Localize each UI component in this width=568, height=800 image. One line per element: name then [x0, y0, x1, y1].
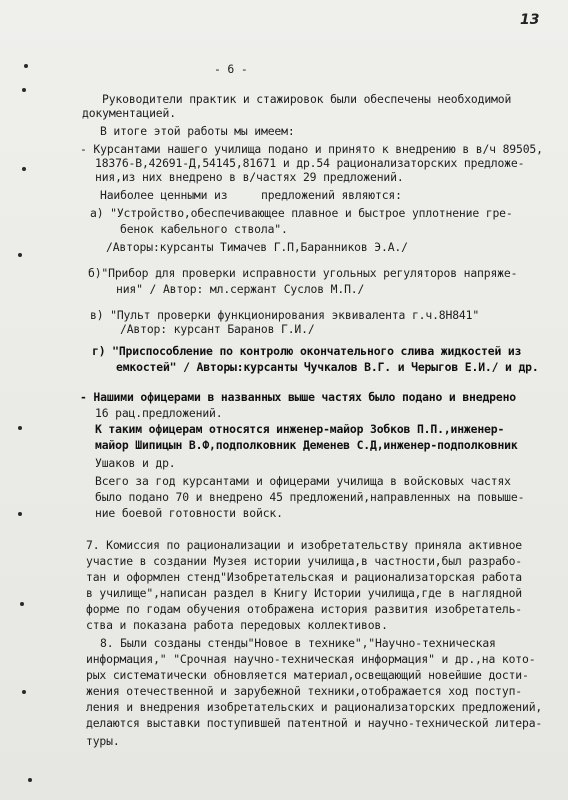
text-line: тан и оформлен стенд"Изобретательская и рационализаторская работа	[86, 570, 523, 584]
text-line: делаются выставки поступившей патентной и научно-технической литера-	[86, 716, 543, 730]
binder-dot	[18, 253, 22, 257]
text-line: в училище",написан раздел в Книгу Истории училища,где в наглядной	[86, 586, 523, 600]
text-line: рых систематически обновляется материал,освещающий новейшие дости-	[86, 668, 529, 682]
text-line: Наиболее ценными из предложений являются:	[100, 188, 402, 202]
text-line: ние боевой готовности войск.	[95, 506, 283, 520]
text-line: /Автор: курсант Баранов Г.И./	[120, 322, 315, 336]
text-line: В итоге этой работы мы имеем:	[100, 124, 295, 138]
binder-dot	[18, 426, 22, 430]
text-line: 16 рац.предложений.	[95, 406, 223, 420]
text-line: - 6 -	[214, 62, 248, 76]
text-line: туры.	[86, 734, 120, 748]
text-line: бенок кабельного ствола".	[120, 222, 288, 236]
text-line: Всего за год курсантами и офицерами училища в войсковых частях	[95, 474, 511, 488]
binder-dot	[20, 602, 24, 606]
binder-dot	[24, 64, 28, 68]
text-line: а) "Устройство,обеспечивающее плавное и быстрое уплотнение гре-	[90, 206, 513, 220]
text-line: жения отечественной и зарубежной техники,отображается ход поступ-	[86, 684, 523, 698]
text-line: ления и внедрения изобретательских и рационализаторских предложений,	[86, 700, 543, 714]
text-line: б)"Прибор для проверки исправности угольных регуляторов напряже-	[88, 266, 518, 280]
text-line: - Нашими офицерами в названных выше частях было подано и внедрено	[80, 390, 517, 404]
text-line: 8. Были созданы стенды"Новое в технике","Научно-техническая	[100, 636, 496, 650]
text-line: ния" / Автор: мл.сержант Суслов М.П./	[116, 282, 365, 296]
text-line: г) "Приспособление по контролю окончательного слива жидкостей из	[92, 344, 522, 358]
binder-dot	[22, 88, 26, 92]
text-line: 7. Комиссия по рационализации и изобретательству приняла активное	[86, 538, 523, 552]
text-line: /Авторы:курсанты Тимачев Г.П,Баранников Э.А./	[106, 240, 408, 254]
binder-dot	[22, 167, 26, 171]
text-line: - Курсантами нашего училища подано и принято к внедрению в в/ч 89505,	[80, 142, 543, 156]
text-line: емкостей" / Авторы:курсанты Чучкалов В.Г. и Черыгов Е.И./ и др.	[116, 360, 539, 374]
text-line: К таким офицерам относятся инженер-майор Зобков П.П.,инженер-	[95, 422, 505, 436]
text-line: участие в создании Музея истории училища,в частности,был разрабо-	[86, 554, 523, 568]
binder-dot	[22, 690, 26, 694]
text-line: майор Шипицын В.Ф,подполковник Деменев С.Д,инженер-подполковник	[95, 438, 518, 452]
text-line: было подано 70 и внедрено 45 предложений,направленных на повыше-	[95, 490, 525, 504]
text-line: ства и показана работа передовых коллективов.	[86, 618, 388, 632]
text-line: ния,из них внедрено в в/частях 29 предложений.	[95, 170, 404, 184]
text-line: форме по годам обучения отображена история развития изобретатель-	[86, 602, 523, 616]
text-line: Ушаков и др.	[95, 456, 176, 470]
handwritten-page-number: 13	[520, 12, 540, 28]
binder-dot	[18, 512, 22, 516]
text-line: Руководители практик и стажировок были обеспечены необходимой	[102, 92, 512, 106]
text-line: документацией.	[82, 106, 176, 120]
text-line: 18376-В,42691-Д,54145,81671 и др.54 рационализаторских предложе-	[95, 156, 525, 170]
text-line: информация," "Срочная научно-техническая информация" и др.,на кото-	[86, 652, 536, 666]
text-line: в) "Пульт проверки функционирования эквивалента г.ч.8Н841"	[90, 308, 480, 322]
binder-dot	[28, 778, 32, 782]
